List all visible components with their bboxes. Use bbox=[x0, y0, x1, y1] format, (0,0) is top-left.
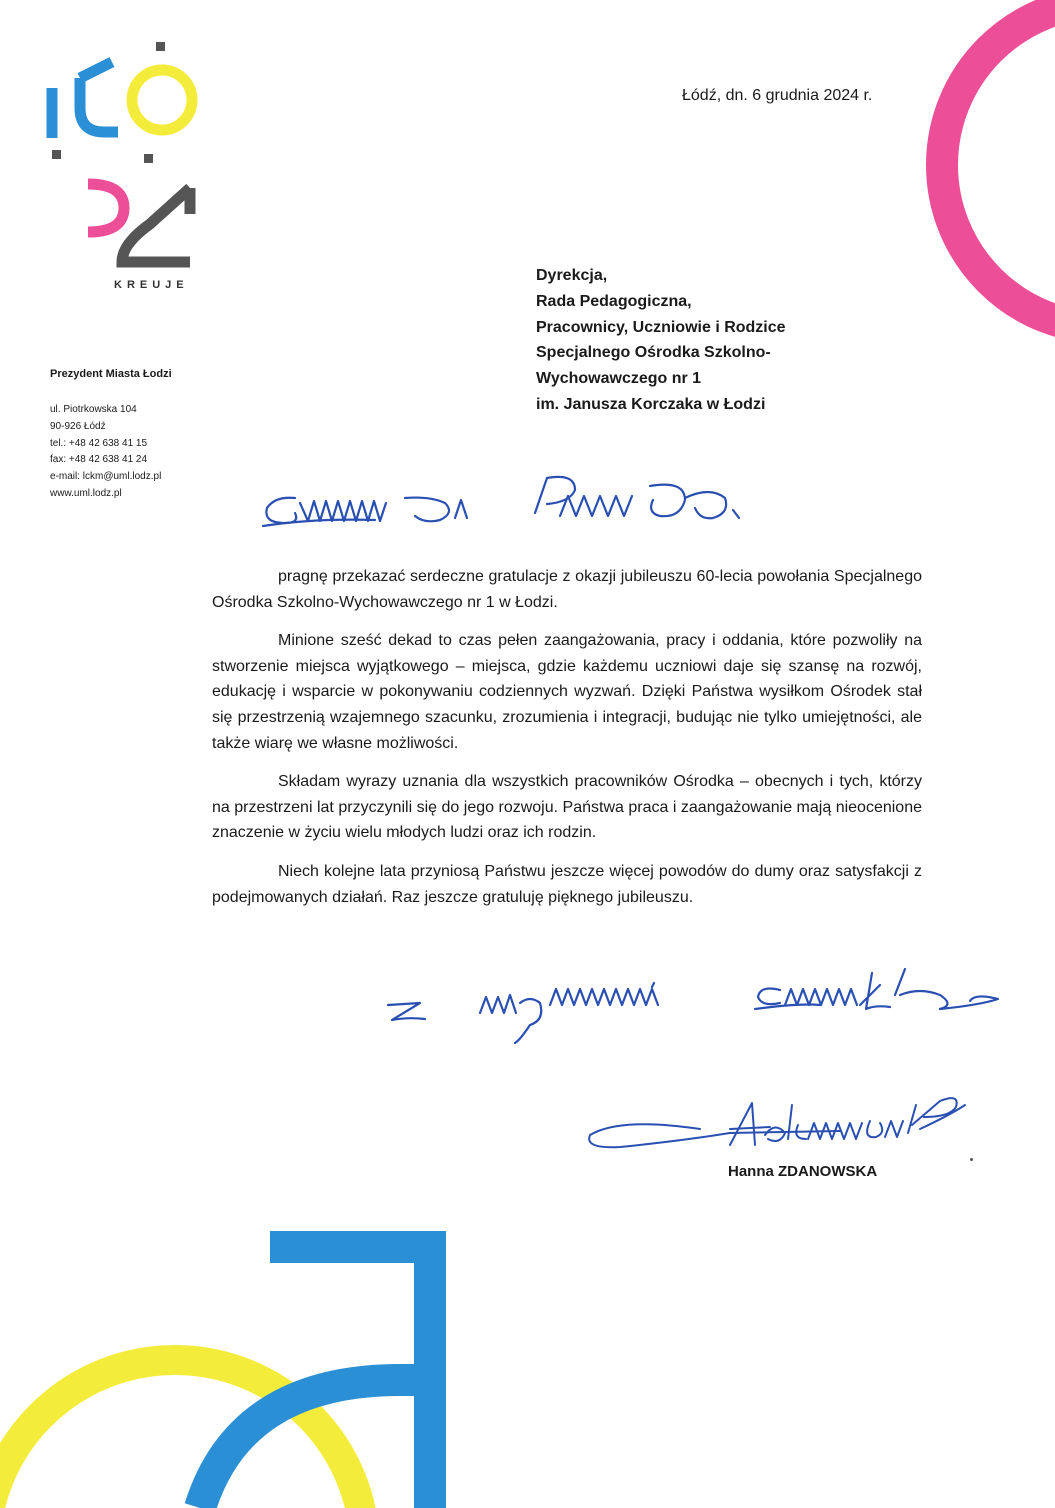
stray-mark bbox=[970, 1158, 973, 1161]
recipient-line: Pracownicy, Uczniowie i Rodzice bbox=[536, 318, 786, 336]
body-paragraph: pragnę przekazać serdeczne gratulacje z okazji jubileuszu 60-lecia powołania Specjalnego Ośrodka Szkolno-Wychowawczego nr 1 w Łodzi. bbox=[212, 568, 922, 611]
sender-title: Prezydent Miasta Łodzi bbox=[50, 368, 172, 380]
contact-fax: fax: +48 42 638 41 24 bbox=[50, 454, 148, 466]
lodz-kreuje-logo bbox=[40, 38, 210, 298]
body-paragraph: Niech kolejne lata przyniosą Państwu jeszcze więcej powodów do dumy oraz satysfakcji z podejmowanych działań. Raz jeszcze gratuluję pięknego jubileuszu. bbox=[212, 862, 922, 906]
contact-phone: tel.: +48 42 638 41 15 bbox=[50, 437, 148, 449]
contact-email[interactable]: e-mail: lckm@uml.lodz.pl bbox=[50, 471, 162, 483]
pink-ring-decoration bbox=[900, 0, 1055, 350]
recipient-line: im. Janusza Korczaka w Łodzi bbox=[536, 395, 766, 413]
contact-address: ul. Piotrkowska 104 bbox=[50, 404, 137, 415]
recipient-line: Wychowawczego nr 1 bbox=[536, 370, 702, 388]
recipient-line: Rada Pedagogiczna, bbox=[536, 292, 692, 310]
letter-body bbox=[212, 564, 922, 923]
recipient-line: Dyrekcja, bbox=[536, 267, 608, 284]
recipient-block bbox=[536, 263, 786, 418]
body-paragraph: Minione sześć dekad to czas pełen zaangażowania, pracy i oddania, które pozwoliły na stworzenie miejsca wyjątkowego – miejsca, gdzie każdemu uczniowi daje się szansę na rozwój, edukację i wsparcie w pokonywaniu codziennych wyzwań. Dzięki Państwa wysiłkom Ośrodek stał się przestrzenią wzajemnego szacunku, zrozumienia i integracji, budując nie tylko umiejętności, ale także wiarę we własne możliwości. bbox=[212, 632, 922, 752]
signer-name: Hanna ZDANOWSKA bbox=[728, 1163, 878, 1180]
logo-tagline: KREUJE bbox=[114, 279, 189, 291]
body-paragraph: Składam wyrazy uznania dla wszystkich pracowników Ośrodka – obecnych i tych, którzy na przestrzeni lat przyczynili się do jego rozwoju. Państwa praca i zaangażowanie mają nieocenione znaczenie w życiu wielu młodych ludzi oraz ich rodzin. bbox=[212, 773, 922, 842]
contact-postal: 90-926 Łódź bbox=[50, 420, 106, 432]
handwritten-salutation bbox=[255, 468, 755, 538]
letter-date: Łódź, dn. 6 grudnia 2024 r. bbox=[682, 87, 873, 104]
handwritten-closing bbox=[380, 965, 1010, 1050]
contact-website[interactable]: www.uml.lodz.pl bbox=[50, 487, 122, 499]
signature-image bbox=[580, 1095, 970, 1165]
sender-contact-block bbox=[50, 402, 161, 503]
recipient-line: Specjalnego Ośrodka Szkolno- bbox=[536, 344, 771, 362]
bottom-logo-decoration bbox=[0, 1230, 560, 1508]
